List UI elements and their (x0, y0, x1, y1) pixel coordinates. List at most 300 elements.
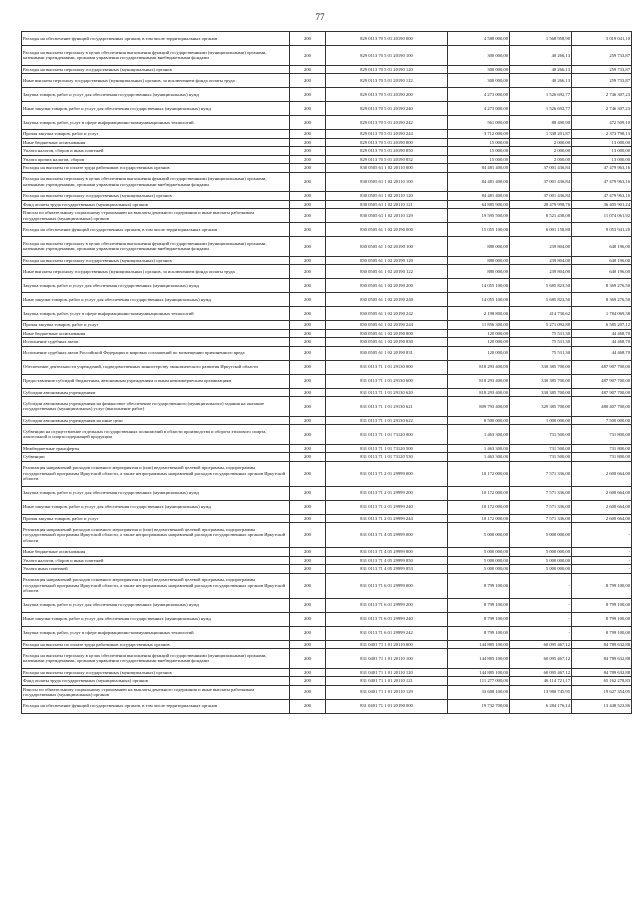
table-row (22, 556, 632, 565)
row-executed-cell: 37 001 436,84 (510, 192, 572, 201)
row-name-cell: Расходы на выплаты персоналу государственных (муниципальных) органов (22, 192, 290, 201)
row-name-cell: Субсидии автономным учреждениям на иные цели (22, 416, 290, 425)
row-executed-cell: 60 095 467,12 (510, 640, 572, 649)
row-remaining-cell: 8 799 100,00 (572, 598, 632, 612)
row-executed-cell: 75 531,30 (510, 346, 572, 360)
row-approved-cell: 880 000,00 (448, 265, 510, 279)
row-remaining-cell: 13 000,00 (572, 138, 632, 147)
table-row (22, 425, 632, 445)
row-remaining-cell: 2 600 664,00 (572, 514, 632, 523)
row-executed-cell: 239 804,00 (510, 265, 572, 279)
table-row (22, 279, 632, 293)
row-code-cell: 200 (290, 265, 326, 279)
row-name-cell: Расходы на обеспечение функций государственных органов, в том числе территориальных органов (22, 699, 290, 713)
row-executed-cell: 13 980 745,95 (510, 685, 572, 699)
row-classification-cell: 830 0505 61 1 02 20190 830 (326, 338, 448, 347)
row-remaining-cell: - (572, 548, 632, 557)
table-row (22, 598, 632, 612)
row-classification-cell: 831 0113 71 1 01 29130 620 (326, 388, 448, 397)
row-code-cell: 200 (290, 565, 326, 574)
row-name-cell: Иные закупки товаров, работ и услуг для обеспечения государственных (муниципальных) нужд (22, 293, 290, 307)
row-executed-cell: 5 000 000,00 (510, 556, 572, 565)
row-executed-cell: 5 000 000,00 (510, 548, 572, 557)
table-row (22, 461, 632, 486)
row-name-cell: Расходы на выплаты персоналу в целях обеспечения выполнения функций государственными (муниципальными) органами, казенными учреждениями, органами управления государственными внебюджетными фондами (22, 172, 290, 192)
row-approved-cell: 14 055 100,00 (448, 293, 510, 307)
row-code-cell: 200 (290, 649, 326, 669)
row-name-cell: Прочая закупка товаров, работ и услуг (22, 514, 290, 523)
row-remaining-cell: 731 800,00 (572, 453, 632, 462)
row-classification-cell: 830 0505 61 1 02 20190 240 (326, 293, 448, 307)
table-row (22, 677, 632, 686)
row-approved-cell: 4 588 000,00 (448, 32, 510, 46)
table-row (22, 565, 632, 574)
row-classification-cell: 830 0505 61 1 02 20190 242 (326, 307, 448, 321)
row-code-cell: 200 (290, 293, 326, 307)
row-code-cell: 200 (290, 237, 326, 257)
row-classification-cell: 830 0505 61 1 02 20110 120 (326, 192, 448, 201)
table-row (22, 360, 632, 374)
row-executed-cell: 60 095 467,12 (510, 668, 572, 677)
row-classification-cell: 831 0113 71 6 01 29999 240 (326, 612, 448, 626)
row-classification-cell: 831 0113 71 4 05 29999 850 (326, 556, 448, 565)
row-code-cell: 200 (290, 360, 326, 374)
row-classification-cell: 831 0113 71 1 01 29130 621 (326, 397, 448, 417)
row-name-cell: Закупка товаров, работ и услуг для обеспечения государственных (муниципальных) нужд (22, 279, 290, 293)
row-code-cell: 200 (290, 155, 326, 164)
row-approved-cell: 1 463 300,00 (448, 444, 510, 453)
row-approved-cell: 14 055 100,00 (448, 279, 510, 293)
row-approved-cell: 15 000,00 (448, 138, 510, 147)
row-code-cell: 200 (290, 523, 326, 548)
row-name-cell: Иные закупки товаров, работ и услуг для обеспечения государственных (муниципальных) нужд (22, 102, 290, 116)
row-code-cell: 200 (290, 548, 326, 557)
row-code-cell: 200 (290, 677, 326, 686)
table-row (22, 338, 632, 347)
row-code-cell: 200 (290, 102, 326, 116)
row-executed-cell: 8 521 438,08 (510, 209, 572, 223)
row-name-cell: Межбюджетные трансферты (22, 444, 290, 453)
row-approved-cell: 4 273 000,00 (448, 102, 510, 116)
row-executed-cell: - (510, 598, 572, 612)
row-code-cell: 200 (290, 416, 326, 425)
row-approved-cell: 300 000,00 (448, 46, 510, 66)
row-classification-cell: 831 0113 71 1 01 29130 000 (326, 360, 448, 374)
row-code-cell: 200 (290, 699, 326, 713)
row-executed-cell: 6 284 176,14 (510, 699, 572, 713)
row-code-cell: 200 (290, 65, 326, 74)
table-row (22, 548, 632, 557)
row-remaining-cell: 2 746 307,23 (572, 102, 632, 116)
row-executed-cell: 731 500,00 (510, 425, 572, 445)
row-remaining-cell: 19 627 354,05 (572, 685, 632, 699)
row-approved-cell: 120 000,00 (448, 338, 510, 347)
row-executed-cell: 1 526 692,77 (510, 102, 572, 116)
row-remaining-cell: 36 405 901,24 (572, 200, 632, 209)
row-classification-cell: 829 0113 70 5 01 20190 800 (326, 138, 448, 147)
row-name-cell: Закупка товаров, работ и услуг для обеспечения государственных (муниципальных) нужд (22, 88, 290, 102)
row-executed-cell: - (510, 626, 572, 640)
row-approved-cell: 818 293 400,00 (448, 374, 510, 388)
table-row (22, 668, 632, 677)
row-code-cell: 200 (290, 329, 326, 338)
row-executed-cell: 5 685 823,50 (510, 293, 572, 307)
row-approved-cell: 300 000,00 (448, 74, 510, 88)
row-executed-cell: 1 338 201,87 (510, 130, 572, 139)
row-approved-cell: 818 293 400,00 (448, 388, 510, 397)
row-approved-cell: 33 608 100,00 (448, 685, 510, 699)
row-approved-cell: 64 885 900,00 (448, 200, 510, 209)
row-executed-cell: 37 001 436,84 (510, 172, 572, 192)
table-row (22, 155, 632, 164)
row-remaining-cell: 47 479 963,16 (572, 172, 632, 192)
row-classification-cell: 829 0113 70 5 01 20190 120 (326, 65, 448, 74)
row-name-cell: Иные выплаты персоналу государственных (муниципальных) органов, за исключением фонда оплаты труда (22, 265, 290, 279)
table-row (22, 209, 632, 223)
row-remaining-cell: 11 074 061,92 (572, 209, 632, 223)
row-remaining-cell: 7 500 000,00 (572, 416, 632, 425)
row-name-cell: Исполнение судебных актов Российской Федерации и мировых соглашений по возмещению причиненного вреда (22, 346, 290, 360)
row-name-cell: Предоставление субсидий бюджетным, автономным учреждениям и иным некоммерческим организациям (22, 374, 290, 388)
row-remaining-cell: 44 468,70 (572, 346, 632, 360)
row-code-cell: 200 (290, 256, 326, 265)
table-row (22, 147, 632, 156)
row-remaining-cell: 259 733,87 (572, 74, 632, 88)
row-code-cell: 200 (290, 453, 326, 462)
row-name-cell: Субвенции (22, 453, 290, 462)
row-name-cell: Реализация направлений расходов основного мероприятия и (или) ведомственной целевой программы, подпрограммы государственной программы Иркутской области, а также непрограммных направлений расходов государственных органов Иркутской области (22, 461, 290, 486)
table-row (22, 74, 632, 88)
row-name-cell: Иные бюджетные ассигнования (22, 138, 290, 147)
table-row (22, 256, 632, 265)
row-name-cell: Уплата налогов, сборов и иных платежей (22, 147, 290, 156)
row-classification-cell: 831 0113 71 4 05 29999 853 (326, 565, 448, 574)
table-row (22, 130, 632, 139)
row-approved-cell: 15 000,00 (448, 147, 510, 156)
table-row (22, 223, 632, 237)
table-row (22, 346, 632, 360)
table-row (22, 321, 632, 330)
row-remaining-cell: 13 000,00 (572, 155, 632, 164)
table-row (22, 46, 632, 66)
row-remaining-cell: 2 600 664,00 (572, 461, 632, 486)
row-classification-cell: 831 0113 71 1 01 73120 000 (326, 425, 448, 445)
row-remaining-cell: - (572, 556, 632, 565)
row-remaining-cell: 65 162 278,83 (572, 677, 632, 686)
row-classification-cell: 830 0505 61 1 02 20190 244 (326, 321, 448, 330)
row-approved-cell: 4 273 000,00 (448, 88, 510, 102)
row-name-cell: Расходы на выплаты персоналу государственных (муниципальных) органов (22, 668, 290, 677)
budget-table-body (22, 32, 632, 714)
row-remaining-cell: 47 479 963,16 (572, 164, 632, 173)
row-remaining-cell: 84 789 632,88 (572, 649, 632, 669)
row-approved-cell: 144 885 100,00 (448, 668, 510, 677)
row-code-cell: 200 (290, 307, 326, 321)
table-row (22, 116, 632, 130)
row-name-cell: Реализация направлений расходов основного мероприятия и (или) ведомственной целевой программы, подпрограммы государственной программы Иркутской области, а также непрограммных направлений расходов государственных органов Иркутской области (22, 573, 290, 598)
row-approved-cell: 5 000 000,00 (448, 523, 510, 548)
row-name-cell: Расходы на выплаты по оплате труда работников государственных органов (22, 164, 290, 173)
row-name-cell: Уплата налогов, сборов и иных платежей (22, 556, 290, 565)
row-code-cell: 200 (290, 626, 326, 640)
row-remaining-cell: 44 468,70 (572, 338, 632, 347)
row-code-cell: 200 (290, 444, 326, 453)
row-executed-cell: 731 500,00 (510, 444, 572, 453)
row-approved-cell: 11 856 300,00 (448, 321, 510, 330)
row-code-cell: 200 (290, 397, 326, 417)
row-classification-cell: 829 0113 70 5 01 20190 240 (326, 102, 448, 116)
row-name-cell: Субсидии автономным учреждениям на финансовое обеспечение государственного (муниципального) задания на оказание государственных (муниципальных) услуг (выполнение работ) (22, 397, 290, 417)
row-executed-cell: 6 001 158,80 (510, 223, 572, 237)
row-executed-cell: 7 571 336,00 (510, 461, 572, 486)
row-remaining-cell: 640 196,00 (572, 265, 632, 279)
row-remaining-cell: 8 369 276,50 (572, 293, 632, 307)
row-classification-cell: 831 0401 71 1 01 20110 121 (326, 677, 448, 686)
row-code-cell: 200 (290, 346, 326, 360)
row-remaining-cell: 44 468,70 (572, 329, 632, 338)
row-approved-cell: 15 055 100,00 (448, 223, 510, 237)
row-executed-cell: 5 685 823,50 (510, 279, 572, 293)
row-code-cell: 200 (290, 138, 326, 147)
row-approved-cell: 19 732 700,00 (448, 699, 510, 713)
row-executed-cell: 1 568 958,90 (510, 32, 572, 46)
row-executed-cell: 7 571 336,00 (510, 514, 572, 523)
row-approved-cell: 5 000 000,00 (448, 548, 510, 557)
row-name-cell: Прочая закупка товаров, работ и услуг (22, 321, 290, 330)
row-code-cell: 200 (290, 116, 326, 130)
table-row (22, 685, 632, 699)
row-executed-cell: 2 000,00 (510, 138, 572, 147)
row-classification-cell: 831 0113 71 1 01 73120 500 (326, 444, 448, 453)
row-code-cell: 200 (290, 556, 326, 565)
row-remaining-cell: 487 907 700,00 (572, 374, 632, 388)
row-approved-cell: 300 000,00 (448, 65, 510, 74)
row-executed-cell: 330 385 700,00 (510, 374, 572, 388)
row-executed-cell: 88 490,90 (510, 116, 572, 130)
row-approved-cell: 3 712 000,00 (448, 130, 510, 139)
row-code-cell: 200 (290, 164, 326, 173)
row-remaining-cell: 2 600 664,00 (572, 500, 632, 514)
row-code-cell: 200 (290, 172, 326, 192)
table-row (22, 374, 632, 388)
row-classification-cell: 829 0113 70 5 01 20190 000 (326, 32, 448, 46)
table-row (22, 172, 632, 192)
table-row (22, 307, 632, 321)
row-remaining-cell: 8 369 276,50 (572, 279, 632, 293)
row-executed-cell: 40 266,13 (510, 65, 572, 74)
row-remaining-cell: 259 733,87 (572, 46, 632, 66)
row-approved-cell: 1 463 300,00 (448, 453, 510, 462)
row-name-cell: Реализация направлений расходов основного мероприятия и (или) ведомственной целевой программы, подпрограммы государственной программы Иркутской области, а также непрограммных направлений расходов государственных органов Иркутской области (22, 523, 290, 548)
row-remaining-cell: - (572, 565, 632, 574)
row-classification-cell: 831 0113 71 2 01 29999 244 (326, 514, 448, 523)
row-remaining-cell: 9 053 941,20 (572, 223, 632, 237)
table-row (22, 486, 632, 500)
table-row (22, 192, 632, 201)
row-approved-cell: 5 000 000,00 (448, 556, 510, 565)
row-classification-cell: 830 0505 61 1 02 20190 120 (326, 256, 448, 265)
row-code-cell: 200 (290, 668, 326, 677)
row-approved-cell: 880 000,00 (448, 237, 510, 257)
table-row (22, 102, 632, 116)
row-name-cell: Закупка товаров, работ и услуг для обеспечения государственных (муниципальных) нужд (22, 598, 290, 612)
row-remaining-cell: 2 373 798,13 (572, 130, 632, 139)
table-row (22, 523, 632, 548)
row-name-cell: Субвенции на осуществление отдельных государственных полномочий в области производства и оборота этилового спирта, алкогольной и спиртосодержащей продукции (22, 425, 290, 445)
row-name-cell: Расходы на выплаты персоналу в целях обеспечения выполнения функций государственными (муниципальными) органами, казенными учреждениями, органами управления государственными внебюджетными фондами (22, 649, 290, 669)
row-name-cell: Обеспечение деятельности учреждений, подведомственных министерству экономического развития Иркутской области (22, 360, 290, 374)
row-remaining-cell: 6 585 207,12 (572, 321, 632, 330)
row-executed-cell: 414 730,62 (510, 307, 572, 321)
row-code-cell: 200 (290, 130, 326, 139)
row-approved-cell: 10 172 000,00 (448, 500, 510, 514)
row-approved-cell: 8 799 100,00 (448, 612, 510, 626)
table-row (22, 416, 632, 425)
row-name-cell: Уплата прочих налогов, сборов (22, 155, 290, 164)
table-row (22, 573, 632, 598)
row-classification-cell: 830 0505 61 1 02 20110 129 (326, 209, 448, 223)
row-classification-cell: 830 0505 61 1 02 20190 800 (326, 329, 448, 338)
table-row (22, 329, 632, 338)
table-row (22, 65, 632, 74)
table-row (22, 88, 632, 102)
row-remaining-cell: 3 019 041,10 (572, 32, 632, 46)
table-row (22, 699, 632, 713)
row-classification-cell: 831 0113 71 6 01 29999 200 (326, 598, 448, 612)
row-approved-cell: 8 799 100,00 (448, 573, 510, 598)
row-executed-cell: 7 571 336,00 (510, 500, 572, 514)
row-remaining-cell: 480 407 700,00 (572, 397, 632, 417)
row-code-cell: 200 (290, 74, 326, 88)
budget-table (21, 31, 632, 714)
row-remaining-cell: 8 799 100,00 (572, 573, 632, 598)
row-remaining-cell: 47 479 963,16 (572, 192, 632, 201)
row-executed-cell: 330 385 700,00 (510, 360, 572, 374)
row-approved-cell: 8 799 100,00 (448, 626, 510, 640)
row-code-cell: 200 (290, 223, 326, 237)
row-code-cell: 200 (290, 573, 326, 598)
row-classification-cell: 829 0113 70 5 01 20190 100 (326, 46, 448, 66)
table-row (22, 138, 632, 147)
row-name-cell: Расходы на выплаты персоналу государственных (муниципальных) органов (22, 256, 290, 265)
table-row (22, 200, 632, 209)
row-code-cell: 200 (290, 612, 326, 626)
row-remaining-cell: 731 800,00 (572, 444, 632, 453)
row-executed-cell: 5 000 000,00 (510, 523, 572, 548)
row-approved-cell: 84 481 400,00 (448, 192, 510, 201)
row-executed-cell: 731 500,00 (510, 453, 572, 462)
row-classification-cell: 829 0113 70 5 01 20190 122 (326, 74, 448, 88)
row-executed-cell: - (510, 573, 572, 598)
row-classification-cell: 830 0505 61 1 02 20190 000 (326, 223, 448, 237)
row-approved-cell: 10 172 000,00 (448, 514, 510, 523)
row-remaining-cell: 13 448 523,86 (572, 699, 632, 713)
row-name-cell: Закупка товаров, работ, услуг в сфере информационно-коммуникационных технологий (22, 116, 290, 130)
row-classification-cell: 831 0113 71 1 01 29130 622 (326, 416, 448, 425)
row-code-cell: 200 (290, 338, 326, 347)
row-code-cell: 200 (290, 200, 326, 209)
row-name-cell: Фонд оплаты труда государственных (муниципальных) органов (22, 200, 290, 209)
row-approved-cell: 111 277 000,00 (448, 677, 510, 686)
row-name-cell: Расходы на выплаты персоналу в целях обеспечения выполнения функций государственными (муниципальными) органами, казенными учреждениями, органами управления государственными внебюджетными фондами (22, 237, 290, 257)
row-remaining-cell: 2 600 664,00 (572, 486, 632, 500)
row-approved-cell: 84 481 400,00 (448, 164, 510, 173)
row-name-cell: Расходы на выплаты персоналу в целях обеспечения выполнения функций государственными (муниципальными) органами, казенными учреждениями, органами управления государственными внебюджетными фондами (22, 46, 290, 66)
row-executed-cell: 1 526 692,77 (510, 88, 572, 102)
row-remaining-cell: 8 799 100,00 (572, 626, 632, 640)
table-row (22, 640, 632, 649)
row-executed-cell: 7 571 336,00 (510, 486, 572, 500)
row-executed-cell: 28 479 998,76 (510, 200, 572, 209)
row-classification-cell: 830 0505 61 1 02 20190 200 (326, 279, 448, 293)
row-executed-cell: 60 095 467,12 (510, 649, 572, 669)
row-executed-cell: 40 266,13 (510, 74, 572, 88)
table-row (22, 397, 632, 417)
row-code-cell: 200 (290, 374, 326, 388)
row-remaining-cell: 487 907 700,00 (572, 388, 632, 397)
row-name-cell: Взносы по обязательному социальному страхованию на выплаты денежного содержания и иные выплаты работникам государственных (муниципальных) органов (22, 685, 290, 699)
row-classification-cell: 831 0113 71 6 01 29999 242 (326, 626, 448, 640)
table-row (22, 453, 632, 462)
row-remaining-cell: 640 196,00 (572, 256, 632, 265)
table-row (22, 388, 632, 397)
row-executed-cell: 75 531,30 (510, 329, 572, 338)
row-classification-cell: 829 0113 70 5 01 20190 242 (326, 116, 448, 130)
row-remaining-cell: 8 799 100,00 (572, 612, 632, 626)
row-classification-cell: 831 0401 71 1 01 20110 000 (326, 640, 448, 649)
row-remaining-cell: 1 784 069,38 (572, 307, 632, 321)
row-classification-cell: 830 0505 61 1 02 20190 831 (326, 346, 448, 360)
row-classification-cell: 831 0113 71 4 05 29999 800 (326, 548, 448, 557)
row-approved-cell: 8 799 100,00 (448, 598, 510, 612)
row-code-cell: 200 (290, 46, 326, 66)
row-approved-cell: 8 500 000,00 (448, 416, 510, 425)
row-name-cell: Расходы на выплаты персоналу государственных (муниципальных) органов (22, 65, 290, 74)
row-approved-cell: 1 463 300,00 (448, 425, 510, 445)
row-approved-cell: 561 000,00 (448, 116, 510, 130)
row-name-cell: Иные бюджетные ассигнования (22, 548, 290, 557)
table-row (22, 32, 632, 46)
row-approved-cell: 144 885 100,00 (448, 640, 510, 649)
row-executed-cell: 1 000 000,00 (510, 416, 572, 425)
row-code-cell: 200 (290, 461, 326, 486)
row-code-cell: 200 (290, 486, 326, 500)
row-classification-cell: 831 0113 71 2 01 29999 240 (326, 500, 448, 514)
row-approved-cell: 818 293 400,00 (448, 360, 510, 374)
row-code-cell: 200 (290, 500, 326, 514)
row-classification-cell: 831 0401 71 1 01 20110 100 (326, 649, 448, 669)
row-remaining-cell: 84 789 632,88 (572, 640, 632, 649)
row-name-cell: Иные закупки товаров, работ и услуг для обеспечения государственных (муниципальных) нужд (22, 500, 290, 514)
row-executed-cell: 330 385 700,00 (510, 388, 572, 397)
row-executed-cell: 239 804,00 (510, 237, 572, 257)
row-code-cell: 200 (290, 147, 326, 156)
row-executed-cell: 2 000,00 (510, 147, 572, 156)
row-classification-cell: 830 0505 61 1 02 20190 122 (326, 265, 448, 279)
row-name-cell: Исполнение судебных актов (22, 338, 290, 347)
row-classification-cell: 830 0505 61 1 02 20110 100 (326, 172, 448, 192)
row-classification-cell: 831 0113 71 2 01 29999 000 (326, 461, 448, 486)
row-remaining-cell: 2 746 307,23 (572, 88, 632, 102)
row-classification-cell: 831 0401 71 1 01 20110 129 (326, 685, 448, 699)
table-row (22, 265, 632, 279)
table-row (22, 500, 632, 514)
row-name-cell: Прочая закупка товаров, работ и услуг (22, 130, 290, 139)
row-executed-cell: 37 001 436,84 (510, 164, 572, 173)
row-name-cell: Уплата иных платежей (22, 565, 290, 574)
row-classification-cell: 831 0113 71 6 01 29999 000 (326, 573, 448, 598)
row-name-cell: Иные закупки товаров, работ и услуг для обеспечения государственных (муниципальных) нужд (22, 612, 290, 626)
